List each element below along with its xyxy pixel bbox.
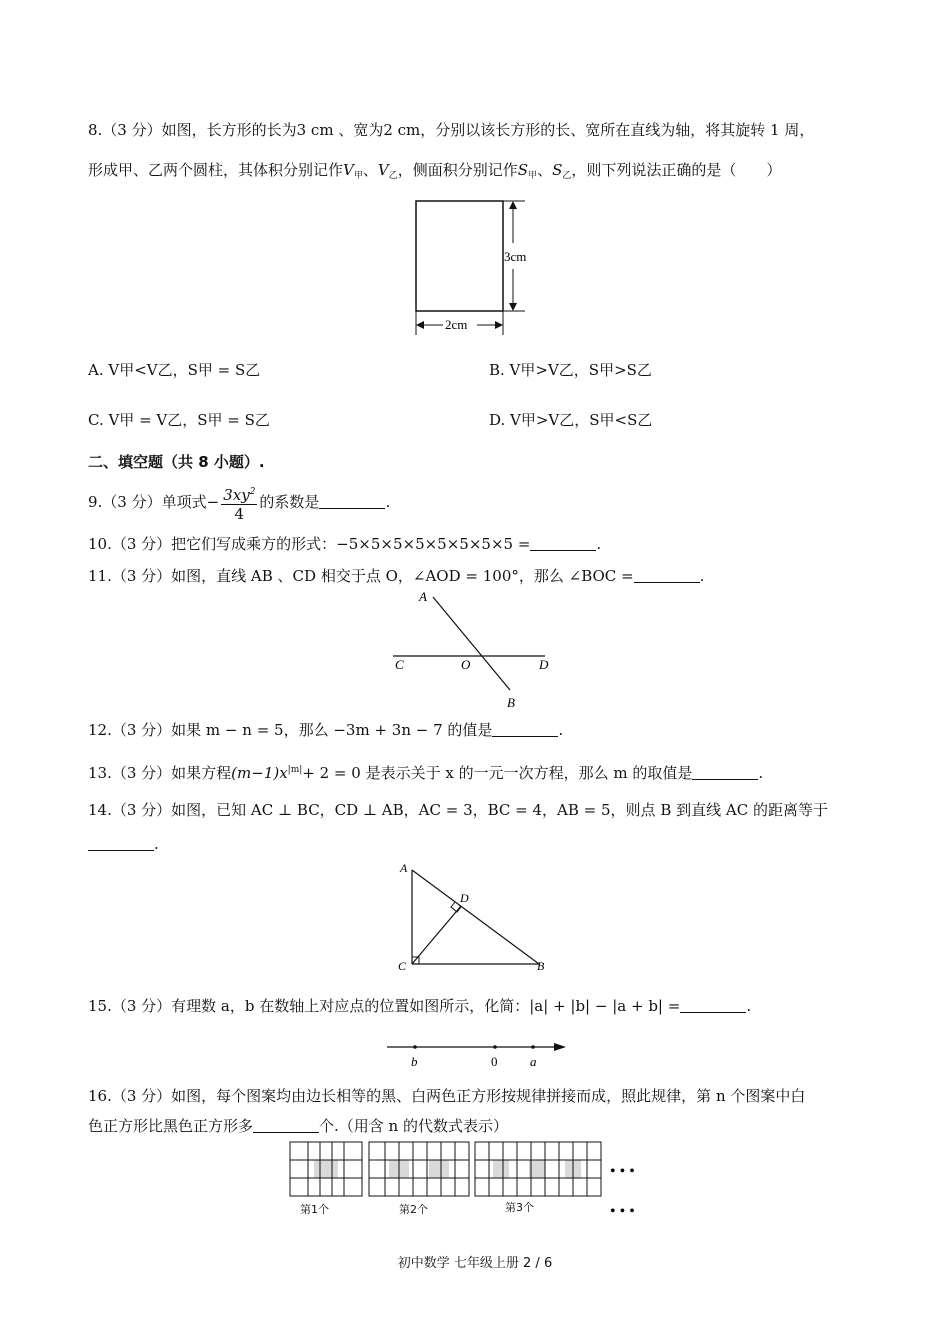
answer-blank: [253, 1118, 319, 1133]
answer-blank: [88, 836, 154, 851]
option-b: B. V甲>V乙，S甲>S乙: [489, 361, 652, 379]
section-title: 二、填空题（共 8 小题）.: [88, 453, 265, 471]
q14-line1: 14.（3 分）如图，已知 AC ⊥ BC，CD ⊥ AB，AC = 3，BC = 4，AB = 5，则点 B 到直线 AC 的距离等于: [88, 801, 828, 819]
pattern-2: [369, 1142, 469, 1196]
q13: 13.（3 分）如果方程$(m-1)x^{|m|}+ 2 = 0$ 是表示关于 x 的一元一次方程，那么 m 的取值是 .: [88, 764, 764, 782]
label-d: D: [460, 891, 469, 905]
intersecting-lines-figure: [385, 585, 560, 715]
ellipsis-bottom: • • •: [610, 1203, 635, 1220]
caption-1: 第1个: [300, 1203, 329, 1216]
q16-line1: 16.（3 分）如图，每个图案均由边长相等的黑、白两色正方形按规律拼接而成，照此规律，第 n 个图案中白: [88, 1087, 806, 1105]
answer-blank: [530, 536, 596, 551]
q12: 12.（3 分）如果 m − n = 5，那么 −3m + 3n − 7 的值是 .: [88, 721, 564, 739]
label-d: D: [539, 657, 549, 672]
ellipsis-top: • • •: [610, 1163, 635, 1180]
q16-line2: 色正方形比黑色正方形多 个.（用含 n 的代数式表示）: [88, 1117, 508, 1135]
option-a: A. V甲<V乙，S甲 = S乙: [88, 361, 261, 379]
label-a: A: [419, 589, 427, 604]
q11: 11.（3 分）如图，直线 AB 、CD 相交于点 O，∠AOD = 100°，那么 ∠BOC = .: [88, 567, 705, 585]
label-c: C: [395, 657, 404, 672]
answer-blank: [492, 722, 558, 737]
label-o: O: [461, 657, 471, 672]
pattern-1: [290, 1142, 362, 1196]
q10: 10.（3 分）把它们写成乘方的形式：−5×5×5×5×5×5×5×5 = .: [88, 535, 602, 553]
option-c: C. V甲 = V乙，S甲 = S乙: [88, 411, 270, 429]
label-a: a: [530, 1054, 537, 1069]
label-a: A: [400, 861, 408, 875]
number-line-figure: [382, 1036, 572, 1070]
caption-3: 第3个: [505, 1201, 534, 1214]
right-triangle-figure: [392, 856, 562, 976]
answer-blank: [692, 765, 758, 780]
q14-line2: .: [88, 834, 159, 854]
answer-blank: [680, 998, 746, 1013]
caption-2: 第2个: [399, 1203, 428, 1216]
label-b: B: [507, 695, 515, 710]
pattern-figure: [285, 1140, 670, 1240]
length-label: 3cm: [504, 249, 527, 264]
option-d: D. V甲>V乙，S甲<S乙: [489, 411, 653, 429]
width-label: 2cm: [445, 317, 468, 332]
pattern-3: [475, 1142, 601, 1196]
q9-fraction: $\frac{3xy^2}{4}$: [221, 483, 257, 523]
q8-line2: 形成甲、乙两个圆柱，其体积分别记作$V_甲$、$V_乙$，侧面积分别记作$S_甲$、$S_乙$，则下列说法正确的是（ ）: [88, 161, 782, 181]
label-c: C: [398, 959, 407, 973]
q15: 15.（3 分）有理数 a，b 在数轴上对应点的位置如图所示，化简：|a| + |b| − |a + b| = .: [88, 997, 752, 1015]
q8-line1: 8.（3 分）如图，长方形的长为3 cm 、宽为2 cm，分别以该长方形的长、宽所在直线为轴，将其旋转 1 周，: [88, 121, 815, 139]
q9: 9.（3 分）单项式− $\frac{3xy^2}{4}$ 的系数是 .: [88, 482, 390, 523]
answer-blank: [634, 568, 700, 583]
label-zero: 0: [491, 1054, 498, 1069]
answer-blank: [319, 494, 385, 509]
rectangle-figure: [405, 195, 545, 340]
page-footer: 初中数学 七年级上册 2 / 6: [397, 1256, 553, 1271]
label-b: b: [411, 1054, 418, 1069]
label-b: B: [537, 959, 545, 973]
